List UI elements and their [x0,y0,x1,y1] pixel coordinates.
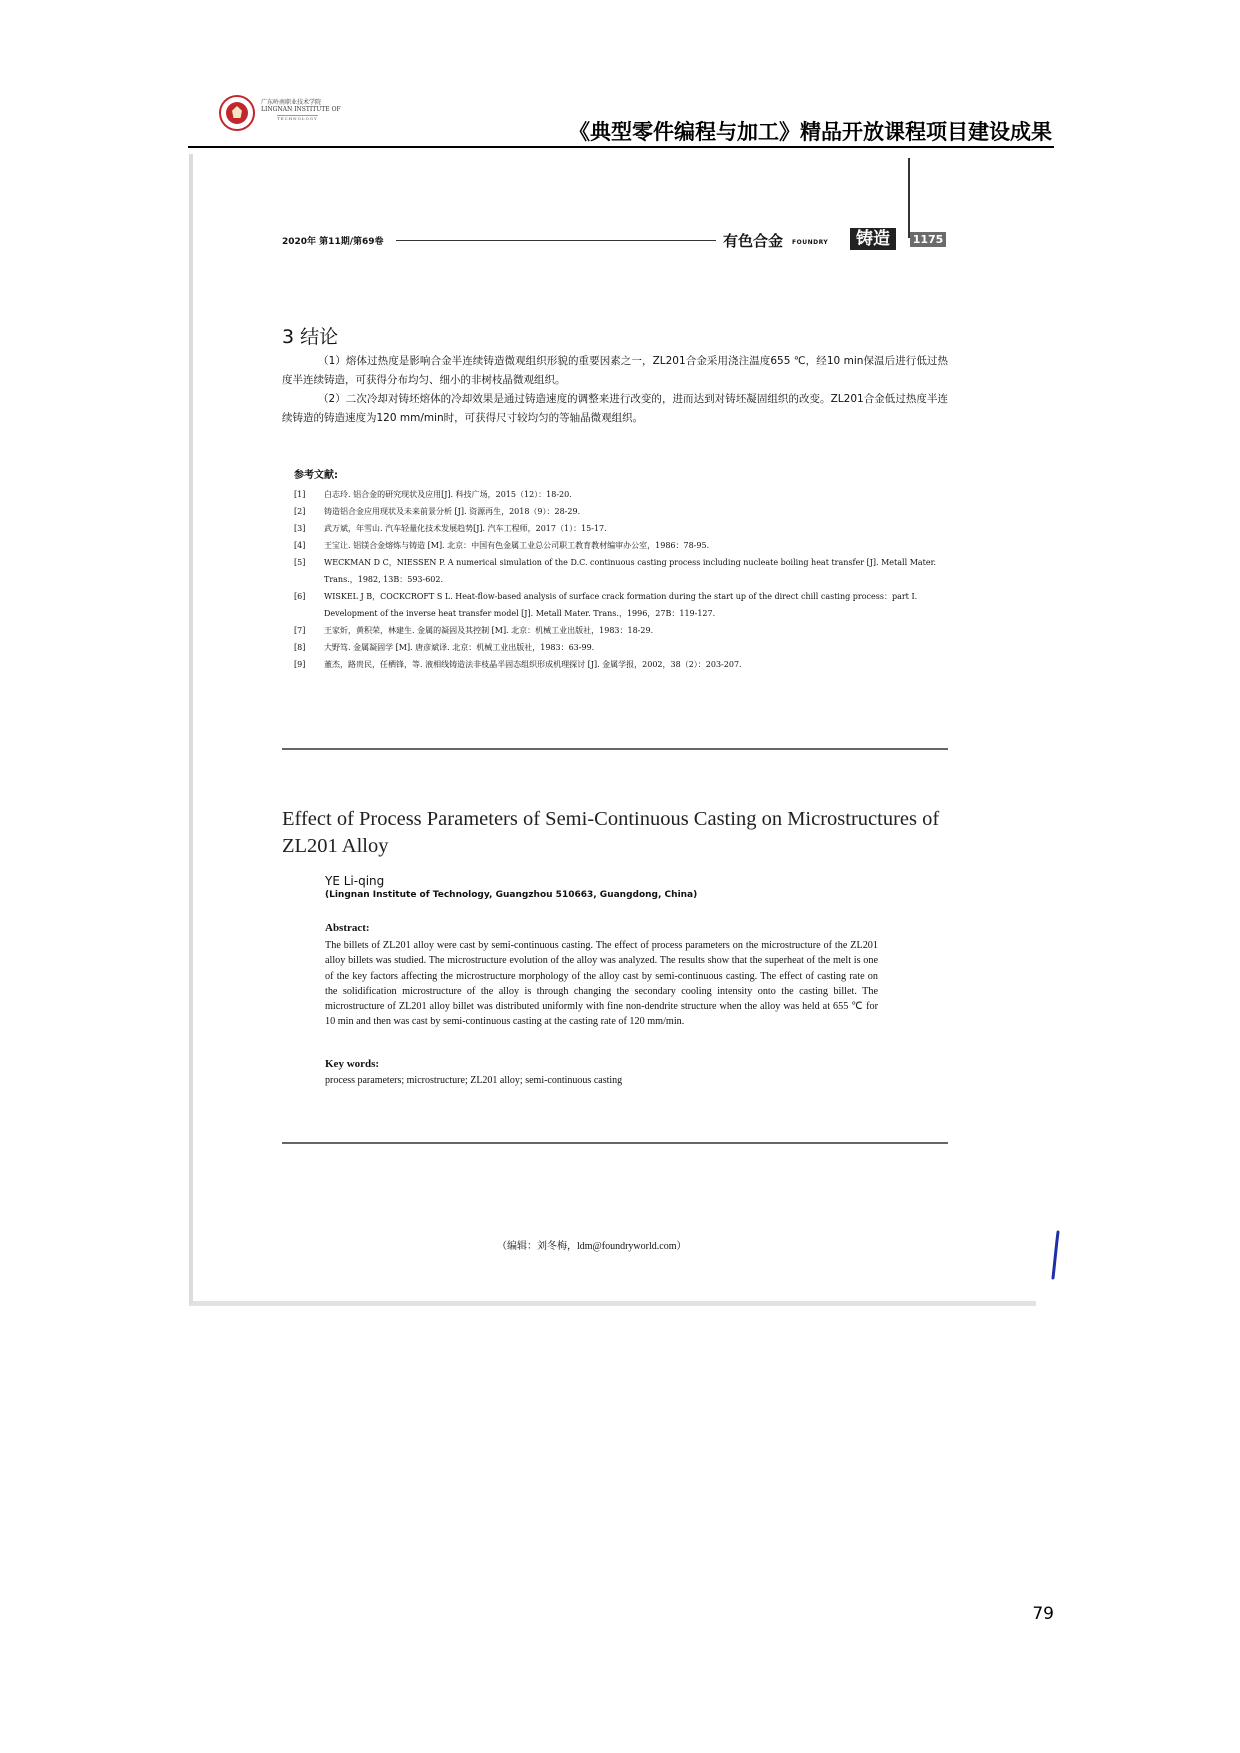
reference-text: 白志玲. 铝合金的研究现状及应用[J]. 科技广场，2015（12）：18-20. [324,490,572,499]
reference-number: [7] [294,626,306,635]
page-number: 79 [1032,1604,1054,1624]
pen-stroke-mark [1046,1230,1086,1280]
reference-item [294,537,949,554]
reference-text: 大野笃. 金属凝固学 [M]. 唐彦斌译. 北京：机械工业出版社，1983：63-99. [324,643,595,652]
reference-number: [5] [294,558,306,567]
reference-text: 武万斌，年雪山. 汽车轻量化技术发展趋势[J]. 汽车工程师，2017（1）：15-17. [324,524,607,533]
english-title: Effect of Process Parameters of Semi-Continuous Casting on Microstructures of ZL201 Alloy [282,808,940,857]
reference-item [294,486,949,503]
abstract-heading: Abstract: [325,922,370,934]
reference-number: [3] [294,524,306,533]
reference-item [294,656,949,673]
section-divider-bottom [282,1142,948,1144]
conclusion-paragraph-1: （1）熔体过热度是影响合金半连续铸造微观组织形貌的重要因素之一，ZL201合金采用浇注温度655 ℃，经10 min保温后进行低过热度半连续铸造，可获得分布均匀、细小的非树枝晶微观组织。 [282,355,948,386]
journal-page-number: 1175 [910,232,946,247]
course-title: 《典型零件编程与加工》精品开放课程项目建设成果 [569,120,1052,144]
reference-text: 董杰，路贵民，任栖锋，等. 液相线铸造法非枝晶半固态组织形成机理探讨 [J]. 金属学报，2002，38（2）：203-207. [324,660,742,669]
journal-header-rule [396,240,716,241]
reference-item [294,503,949,520]
institute-seal-icon [219,95,255,131]
reference-list [294,486,949,673]
keywords-heading: Key words: [325,1058,380,1070]
reference-text: 王宝让. 铝镁合金熔炼与铸造 [M]. 北京：中国有色金属工业总公司职工教育教材编审办公室，1986：78-95. [324,541,710,550]
section-divider-top [282,748,948,750]
conclusion-paragraph-2: （2）二次冷却对铸坯熔体的冷却效果是通过铸造速度的调整来进行改变的，进而达到对铸坯凝固组织的改变。ZL201合金低过热度半连续铸造的铸造速度为120 mm/min时，可获得尺寸较均匀的等轴晶微观组织。 [282,393,948,424]
reference-text: WECKMAN D C，NIESSEN P. A numerical simulation of the D.C. continuous casting process including nucleate boiling heat transfer [J]. Metall Mater. Trans.，1982, 13B：593-602. [324,558,937,584]
reference-number: [1] [294,490,306,499]
header-divider [188,146,1054,148]
reference-number: [4] [294,541,306,550]
conclusion-heading: 3 结论 [282,326,339,348]
scan-fold-line [908,158,910,238]
logo-english-name: LINGNAN INSTITUTE OF [261,106,341,113]
references-heading: 参考文献: [294,470,338,481]
journal-foundry-label: FOUNDRY [792,239,829,246]
journal-name: 有色合金 [723,232,784,250]
reference-text: 铸造铝合金应用现状及未来前景分析 [J]. 资源再生，2018（9）：28-29. [324,507,581,516]
reference-number: [9] [294,660,306,669]
reference-number: [2] [294,507,306,516]
reference-number: [6] [294,592,306,601]
reference-item [294,639,949,656]
reference-item [294,622,949,639]
keywords-text: process parameters; microstructure; ZL201 alloy; semi-continuous casting [325,1075,623,1086]
english-author: YE Li-qing [325,874,385,888]
logo-chinese-name: 广东岭南职业技术学院 [261,99,322,106]
journal-zhuzao-mark: 铸造 [850,228,896,250]
reference-number: [8] [294,643,306,652]
institute-logo [219,95,359,135]
logo-english-subname: TECHNOLOGY [277,116,318,121]
reference-item [294,520,949,537]
reference-item [294,554,949,588]
journal-issue: 2020年 第11期/第69卷 [282,237,384,247]
editor-note: （编辑：刘冬梅，ldm@foundryworld.com） [497,1241,687,1252]
reference-text: WISKEL J B，COCKCROFT S L. Heat-flow-based analysis of surface crack formation during the start up of the direct chill casting process：part I. Development of the inverse heat transfer model [J]. Metall Mater. Trans.，1996，27B：119-127. [324,592,918,618]
reference-text: 王家炘，黄积荣，林建生. 金属的凝固及其控制 [M]. 北京：机械工业出版社，1983：18-29. [324,626,654,635]
abstract-text: The billets of ZL201 alloy were cast by semi-continuous casting. The effect of process parameters on the microstructure of the ZL201 alloy billets was studied. The microstructure evolution of the alloy was analyzed. The results show that the superheat of the melt is one of the key factors affecting the microstructure morphology of the alloy cast by semi-continuous casting. The effect of casting rate on the solidification microstructure of the alloy is through changing the secondary cooling intensity onto the casting billet. The microstructure of ZL201 alloy billet was distributed uniformly with fine non-dendrite structure when the alloy was held at 655 ℃ for 10 min and then was cast by semi-continuous casting at the casting rate of 120 mm/min. [325,940,878,1028]
english-affiliation: (Lingnan Institute of Technology, Guangzhou 510663, Guangdong, China) [325,890,698,900]
reference-item [294,588,949,622]
